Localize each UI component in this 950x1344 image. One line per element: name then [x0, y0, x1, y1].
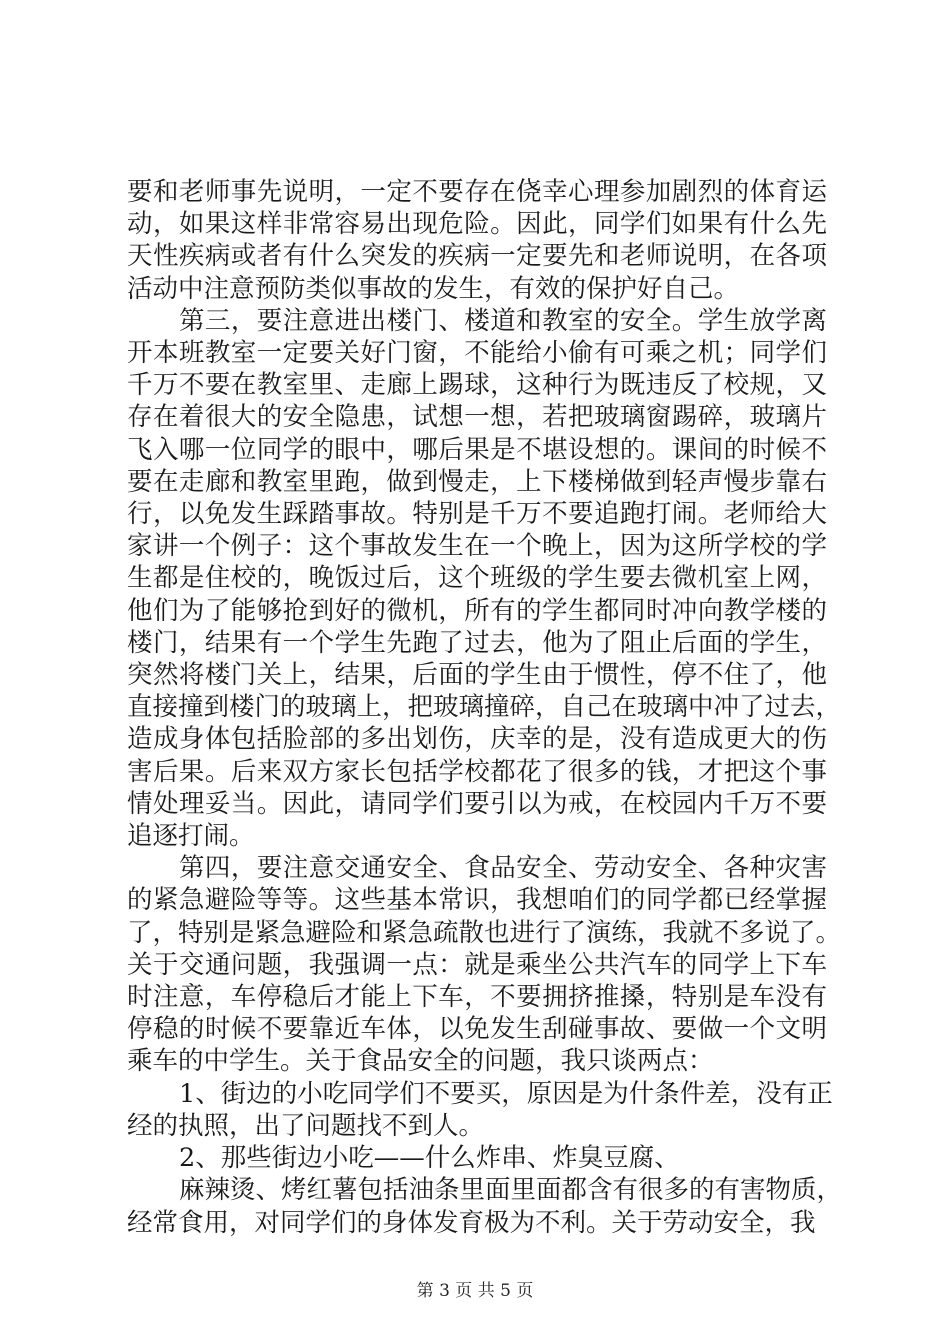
text-line: 家讲一个例子：这个事故发生在一个晚上，因为这所学校的学 — [127, 531, 827, 562]
text-line: 突然将楼门关上，结果，后面的学生由于惯性，停不住了，他 — [127, 660, 827, 691]
text-line: 动，如果这样非常容易出现危险。因此，同学们如果有什么先 — [127, 209, 827, 240]
text-line: 存在着很大的安全隐患，试想一想，若把玻璃窗踢碎，玻璃片 — [127, 402, 827, 433]
text-line: 要在走廊和教室里跑，做到慢走，上下楼梯做到轻声慢步靠右 — [127, 466, 827, 497]
paragraph — [127, 176, 827, 305]
text-line: 第三，要注意进出楼门、楼道和教室的安全。学生放学离 — [179, 305, 827, 336]
text-line: 楼门，结果有一个学生先跑了过去，他为了阻止后面的学生， — [127, 627, 827, 658]
text-line: 麻辣烫、烤红薯包括油条里面里面都含有很多的有害物质， — [179, 1175, 843, 1206]
text-line: 追逐打闹。 — [127, 821, 255, 852]
text-line: 天性疾病或者有什么突发的疾病一定要先和老师说明，在各项 — [127, 241, 827, 272]
text-line: 关于交通问题，我强调一点：就是乘坐公共汽车的同学上下车 — [127, 949, 827, 980]
text-line: 要和老师事先说明，一定不要存在侥幸心理参加剧烈的体育运 — [127, 177, 827, 207]
text-line: 经常食用，对同学们的身体发育极为不利。关于劳动安全，我 — [127, 1207, 816, 1238]
text-line: 第四，要注意交通安全、食品安全、劳动安全、各种灾害 — [179, 853, 827, 884]
text-line: 1、街边的小吃同学们不要买，原因是为什条件差，没有正 — [179, 1078, 833, 1109]
text-line: 行，以免发生踩踏事故。特别是千万不要追跑打闹。老师给大 — [127, 499, 827, 530]
text-line: 害后果。后来双方家长包括学校都花了很多的钱，才把这个事 — [127, 756, 827, 787]
text-line: 千万不要在教室里、走廊上踢球，这种行为既违反了校规，又 — [127, 370, 827, 401]
text-line: 直接撞到楼门的玻璃上，把玻璃撞碎，自己在玻璃中冲了过去， — [127, 692, 842, 723]
text-line: 的紧急避险等等。这些基本常识，我想咱们的同学都已经掌握 — [127, 885, 827, 916]
text-line: 他们为了能够抢到好的微机，所有的学生都同时冲向教学楼的 — [127, 595, 827, 626]
text-line: 乘车的中学生。关于食品安全的问题，我只谈两点： — [127, 1046, 714, 1077]
text-line: 活动中注意预防类似事故的发生，有效的保护好自己。 — [127, 273, 740, 304]
text-line: 2、那些街边小吃——什么炸串、炸臭豆腐、 — [179, 1143, 680, 1174]
paragraph — [127, 852, 842, 1077]
text-line: 经的执照，出了问题找不到人。 — [127, 1110, 485, 1141]
text-line: 停稳的时候不要靠近车体，以免发生刮碰事故、要做一个文明 — [127, 1014, 827, 1045]
text-line: 造成身体包括脸部的多出划伤，庆幸的是，没有造成更大的伤 — [127, 724, 827, 755]
text-line: 开本班教室一定要关好门窗，不能给小偷有可乘之机；同学们 — [127, 338, 827, 369]
text-line: 生都是住校的，晚饭过后，这个班级的学生要去微机室上网， — [127, 563, 827, 594]
text-line: 情处理妥当。因此，请同学们要引以为戒，在校园内千万不要 — [127, 788, 827, 819]
paragraph — [127, 1142, 827, 1174]
text-line: 了，特别是紧急避险和紧急疏散也进行了演练，我就不多说了。 — [127, 917, 842, 948]
text-line: 时注意，车停稳后才能上下车，不要拥挤推搡，特别是车没有 — [127, 982, 827, 1013]
body-text — [127, 176, 843, 1239]
paragraph — [127, 1174, 843, 1238]
paragraph — [127, 305, 842, 852]
text-line: 飞入哪一位同学的眼中，哪后果是不堪设想的。课间的时候不 — [127, 434, 827, 465]
page-footer: 第 3 页 共 5 页 — [416, 1281, 534, 1301]
paragraph — [127, 1078, 833, 1142]
